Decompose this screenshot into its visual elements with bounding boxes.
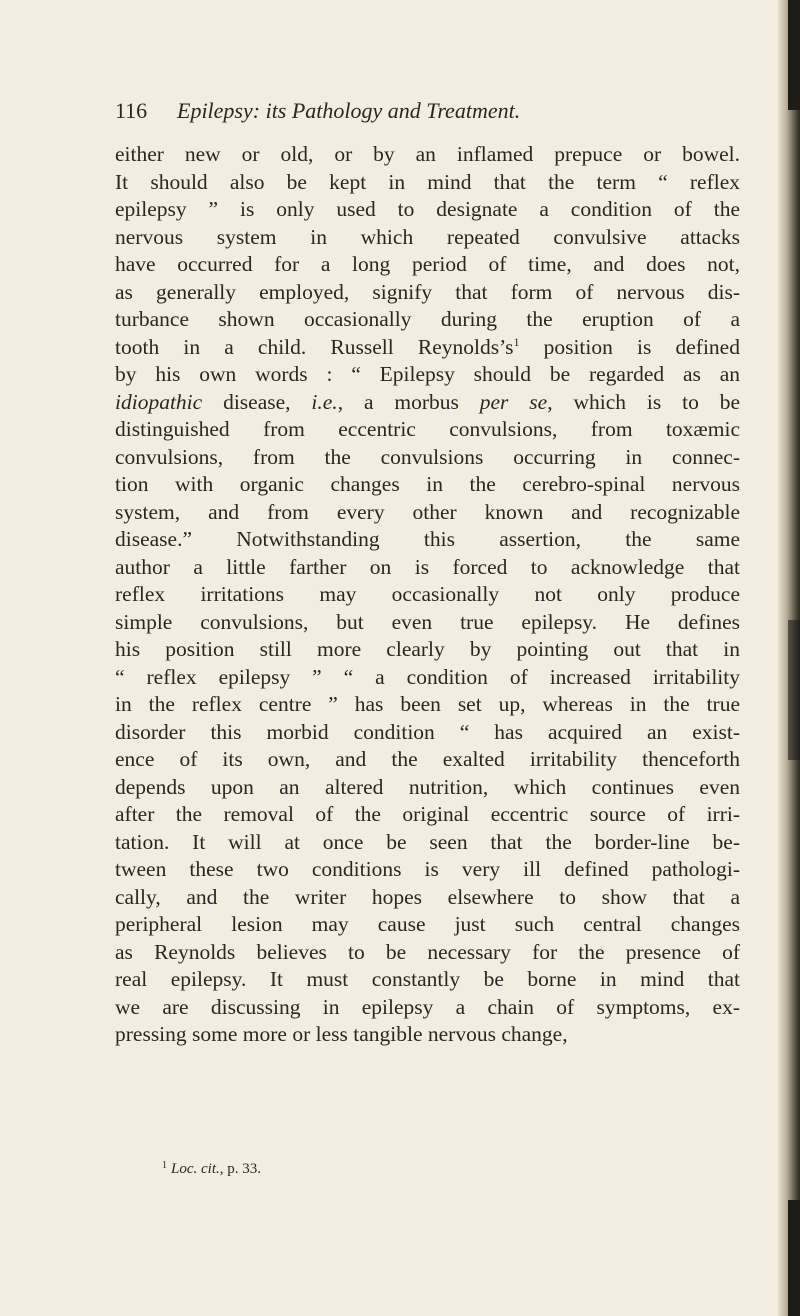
text-line <box>115 636 740 664</box>
text-line <box>115 994 740 1022</box>
page-number: 116 <box>115 98 148 123</box>
text-segment: convulsions, from the convulsions occurring in connec- <box>115 444 740 469</box>
text-line <box>115 389 740 417</box>
text-segment: tooth in a child. Russell Reynolds’s <box>115 334 514 359</box>
text-line <box>115 251 740 279</box>
text-line <box>115 1021 740 1049</box>
text-line <box>115 939 740 967</box>
text-line <box>115 719 740 747</box>
text-segment: disease, <box>202 389 312 414</box>
text-segment: , which is to be <box>547 389 740 414</box>
text-line <box>115 444 740 472</box>
text-segment: position is defined <box>519 334 740 359</box>
text-segment: system, and from every other known and recognizable <box>115 499 740 524</box>
page-edge-band <box>788 620 800 760</box>
text-line <box>115 966 740 994</box>
text-line <box>115 856 740 884</box>
italic-text: idiopathic <box>115 389 203 414</box>
text-line <box>115 306 740 334</box>
text-segment: It should also be kept in mind that the term “ reflex <box>115 169 740 194</box>
text-line <box>115 224 740 252</box>
text-segment: author a little farther on is forced to acknowledge that <box>115 554 740 579</box>
footnote-page: , p. 33. <box>219 1161 261 1177</box>
italic-text: i.e. <box>311 389 338 414</box>
page-edge-band <box>788 0 800 110</box>
text-line <box>115 884 740 912</box>
text-segment: distinguished from eccentric convulsions, from toxæmic <box>115 417 740 441</box>
text-line <box>115 499 740 527</box>
text-line <box>115 609 740 637</box>
text-line <box>115 746 740 774</box>
text-line <box>115 196 740 224</box>
text-segment: tation. It will at once be seen that the border-line be- <box>115 829 740 854</box>
text-segment: as generally employed, signify that form of nervous dis- <box>115 279 740 304</box>
text-line <box>115 911 740 939</box>
italic-text: per se <box>479 389 548 414</box>
text-line <box>115 829 740 857</box>
text-line <box>115 334 740 362</box>
text-line <box>115 471 740 499</box>
footnote-reference: Loc. cit. <box>171 1161 220 1177</box>
text-line <box>115 526 740 554</box>
text-segment: depends upon an altered nutrition, which continues even <box>115 774 740 799</box>
text-segment: ence of its own, and the exalted irritability thenceforth <box>115 747 740 771</box>
text-segment: , a morbus <box>337 389 480 414</box>
text-segment: by his own words : “ Epilepsy should be regarded as an <box>115 362 740 386</box>
text-segment: turbance shown occasionally during the eruption of a <box>115 307 740 331</box>
text-line <box>115 664 740 692</box>
body-text <box>115 141 740 1049</box>
text-segment: epilepsy ” is only used to designate a condition of the <box>115 197 740 221</box>
text-line <box>115 279 740 307</box>
text-segment: in the reflex centre ” has been set up, whereas in the true <box>115 692 740 716</box>
text-segment: simple convulsions, but even true epilepsy. He defines <box>115 609 740 634</box>
text-segment: tween these two conditions is very ill defined pathologi- <box>115 857 740 881</box>
text-segment: pressing some more or less tangible nervous change, <box>115 1022 568 1046</box>
text-segment: disorder this morbid condition “ has acquired an exist- <box>115 719 740 744</box>
text-segment: real epilepsy. It must constantly be borne in mind that <box>115 967 740 991</box>
footnote-mark: 1 <box>162 1160 167 1171</box>
text-segment: reflex irritations may occasionally not only produce <box>115 582 740 606</box>
text-line <box>115 416 740 444</box>
text-segment: either new or old, or by an inflamed prepuce or bowel. <box>115 142 740 166</box>
text-line <box>115 554 740 582</box>
text-segment: cally, and the writer hopes elsewhere to show that a <box>115 884 740 909</box>
text-segment: “ reflex epilepsy ” “ a condition of increased irritability <box>115 664 740 689</box>
running-head: Epilepsy: its Pathology and Treatment. <box>177 98 521 123</box>
text-line <box>115 169 740 197</box>
text-segment: after the removal of the original eccentric source of irri- <box>115 802 740 826</box>
text-segment: his position still more clearly by pointing out that in <box>115 637 740 661</box>
text-segment: disease.” Notwithstanding this assertion, the same <box>115 527 740 551</box>
text-segment: tion with organic changes in the cerebro-spinal nervous <box>115 472 740 496</box>
page-header <box>115 98 675 130</box>
text-line <box>115 361 740 389</box>
text-segment: peripheral lesion may cause just such central changes <box>115 912 740 936</box>
page-edge-band <box>788 1200 800 1316</box>
footnote-reference-mark: 1 <box>513 334 520 349</box>
text-segment: we are discussing in epilepsy a chain of symptoms, ex- <box>115 994 740 1019</box>
text-line <box>115 141 740 169</box>
text-line <box>115 801 740 829</box>
text-line <box>115 774 740 802</box>
text-segment: have occurred for a long period of time, and does not, <box>115 252 740 276</box>
text-segment: as Reynolds believes to be necessary for the presence of <box>115 939 740 964</box>
text-segment: nervous system in which repeated convulsive attacks <box>115 224 740 249</box>
footnote <box>162 1160 261 1178</box>
text-line <box>115 581 740 609</box>
text-line <box>115 691 740 719</box>
